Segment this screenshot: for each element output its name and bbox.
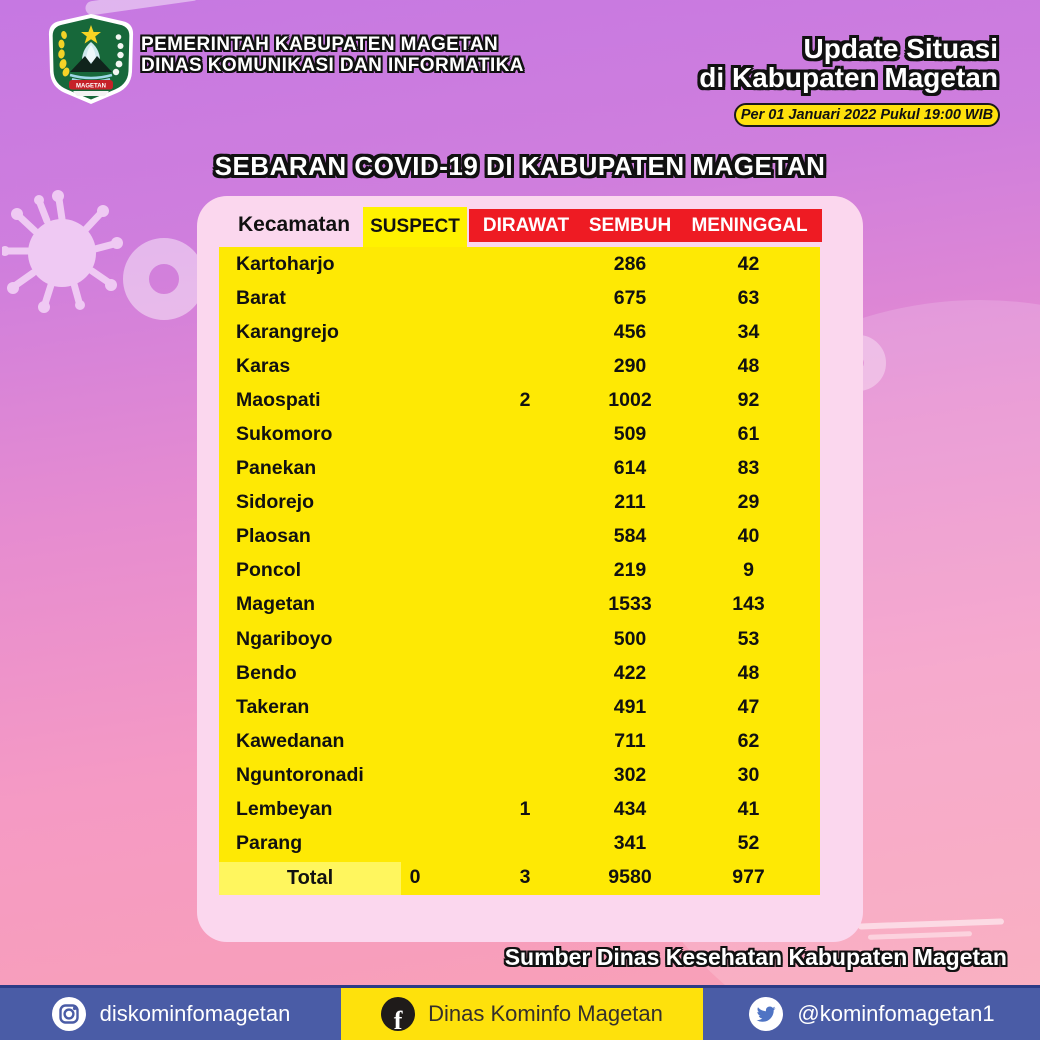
cell-meninggal: 42 [737,252,760,275]
kecamatan-name: Karas [236,354,291,377]
cell-meninggal: 48 [737,354,760,377]
cell-meninggal: 48 [737,661,760,684]
cell-sembuh: 675 [613,286,647,309]
cell-dirawat: 2 [519,388,531,411]
instagram-icon [51,996,87,1032]
kecamatan-name: Plaosan [236,525,311,548]
column-header-suspect: SUSPECT [363,207,467,247]
kecamatan-name: Kartoharjo [236,252,335,275]
total-label: Total [219,862,401,895]
cell-meninggal: 40 [737,525,760,548]
twitter-icon [748,996,784,1032]
facebook-handle: Dinas Kominfo Magetan [428,1001,663,1026]
table-row [219,247,820,281]
cell-meninggal: 63 [737,286,760,309]
cell-sembuh: 1002 [608,388,652,411]
cell-meninggal: 92 [737,388,760,411]
cell-meninggal: 9 [743,559,754,582]
magetan-regency-logo [46,12,136,106]
column-header-dirawat: DIRAWAT [482,214,570,236]
total-meninggal: 977 [732,866,765,889]
cell-meninggal: 83 [737,457,760,480]
table-row [219,793,820,827]
line-decoration [858,918,1004,929]
kecamatan-name: Lembeyan [236,798,333,821]
instagram-link[interactable] [0,988,341,1040]
cell-meninggal: 30 [737,763,760,786]
kecamatan-name: Ngariboyo [236,627,333,650]
table-row [219,724,820,758]
cell-meninggal: 29 [737,491,760,514]
table-row [219,554,820,588]
social-footer [0,985,1040,1040]
table-row [219,281,820,315]
kecamatan-name: Magetan [236,593,316,616]
table-row [219,486,820,520]
cell-meninggal: 61 [737,423,760,446]
source-credit: Sumber Dinas Kesehatan Kabupaten Magetan [504,944,1007,970]
kecamatan-name: Poncol [236,559,302,582]
kecamatan-name: Nguntoronadi [236,763,364,786]
cell-sembuh: 434 [613,798,647,821]
cell-sembuh: 1533 [608,593,652,616]
cell-meninggal: 143 [732,593,765,616]
total-suspect: 0 [409,866,421,889]
twitter-handle: @kominfomagetan1 [797,1001,995,1026]
date-label: Per 01 Januari 2022 Pukul 19:00 WIB [740,107,994,123]
kecamatan-name: Takeran [236,695,310,718]
date-badge [734,103,1000,127]
column-header-meninggal: MENINGGAL [691,214,808,236]
kecamatan-name: Sukomoro [236,423,333,446]
column-header-kecamatan: Kecamatan [238,213,351,236]
cell-meninggal: 52 [737,832,760,855]
cell-sembuh: 422 [613,661,647,684]
kecamatan-name: Maospati [236,388,321,411]
cell-sembuh: 614 [613,457,647,480]
cell-meninggal: 53 [737,627,760,650]
cell-sembuh: 211 [614,491,646,514]
agency-line-1: PEMERINTAH KABUPATEN MAGETAN [141,34,499,55]
table-row [219,588,820,622]
update-line-2: di Kabupaten Magetan [699,62,998,93]
table-row [219,622,820,656]
twitter-link[interactable] [703,988,1040,1040]
table-row [219,383,820,417]
agency-name [141,34,524,76]
table-row [219,349,820,383]
cell-meninggal: 47 [737,695,760,718]
table-row [219,758,820,792]
facebook-icon: f [381,997,415,1031]
table-row [219,452,820,486]
cell-sembuh: 219 [613,559,647,582]
logo-banner-text: MAGETAN [76,83,106,90]
page-title: SEBARAN COVID-19 DI KABUPATEN MAGETAN [214,151,826,181]
cell-meninggal: 34 [737,320,760,343]
cell-sembuh: 584 [613,525,647,548]
kecamatan-name: Parang [236,832,303,855]
total-dirawat: 3 [519,866,531,889]
cell-sembuh: 509 [613,423,647,446]
update-line-1: Update Situasi [803,33,998,64]
cell-sembuh: 341 [613,832,647,855]
virus-icon [2,183,127,323]
cell-sembuh: 491 [613,695,647,718]
kecamatan-name: Barat [236,286,286,309]
instagram-handle: diskominfomagetan [99,1001,291,1026]
table-row [219,315,820,349]
table-row [219,417,820,451]
facebook-link[interactable] [341,988,703,1040]
cell-sembuh: 500 [613,627,647,650]
table-row [219,656,820,690]
covid-table-card [197,196,863,942]
table-row [219,827,820,861]
table-header-red-bar [469,209,822,242]
kecamatan-name: Sidorejo [236,491,315,514]
cell-sembuh: 302 [613,763,647,786]
total-sembuh: 9580 [608,866,652,889]
column-header-sembuh: SEMBUH [588,214,672,236]
table-total-row [219,861,820,895]
kecamatan-name: Kawedanan [236,729,345,752]
kecamatan-name: Bendo [236,661,297,684]
kecamatan-name: Panekan [236,457,317,480]
update-heading [699,34,998,92]
cell-meninggal: 62 [737,729,760,752]
table-header [197,209,863,247]
cell-sembuh: 290 [613,354,647,377]
kecamatan-name: Karangrejo [236,320,339,343]
cell-sembuh: 711 [614,729,646,752]
cell-meninggal: 41 [737,798,760,821]
table-row [219,690,820,724]
table-body [219,247,820,895]
table-row [219,520,820,554]
cell-sembuh: 286 [613,252,647,275]
agency-line-2: DINAS KOMUNIKASI DAN INFORMATIKA [141,55,524,76]
ring-decoration-left [123,238,205,320]
line-decoration [868,931,972,940]
cell-sembuh: 456 [613,320,647,343]
cell-dirawat: 1 [519,798,531,821]
